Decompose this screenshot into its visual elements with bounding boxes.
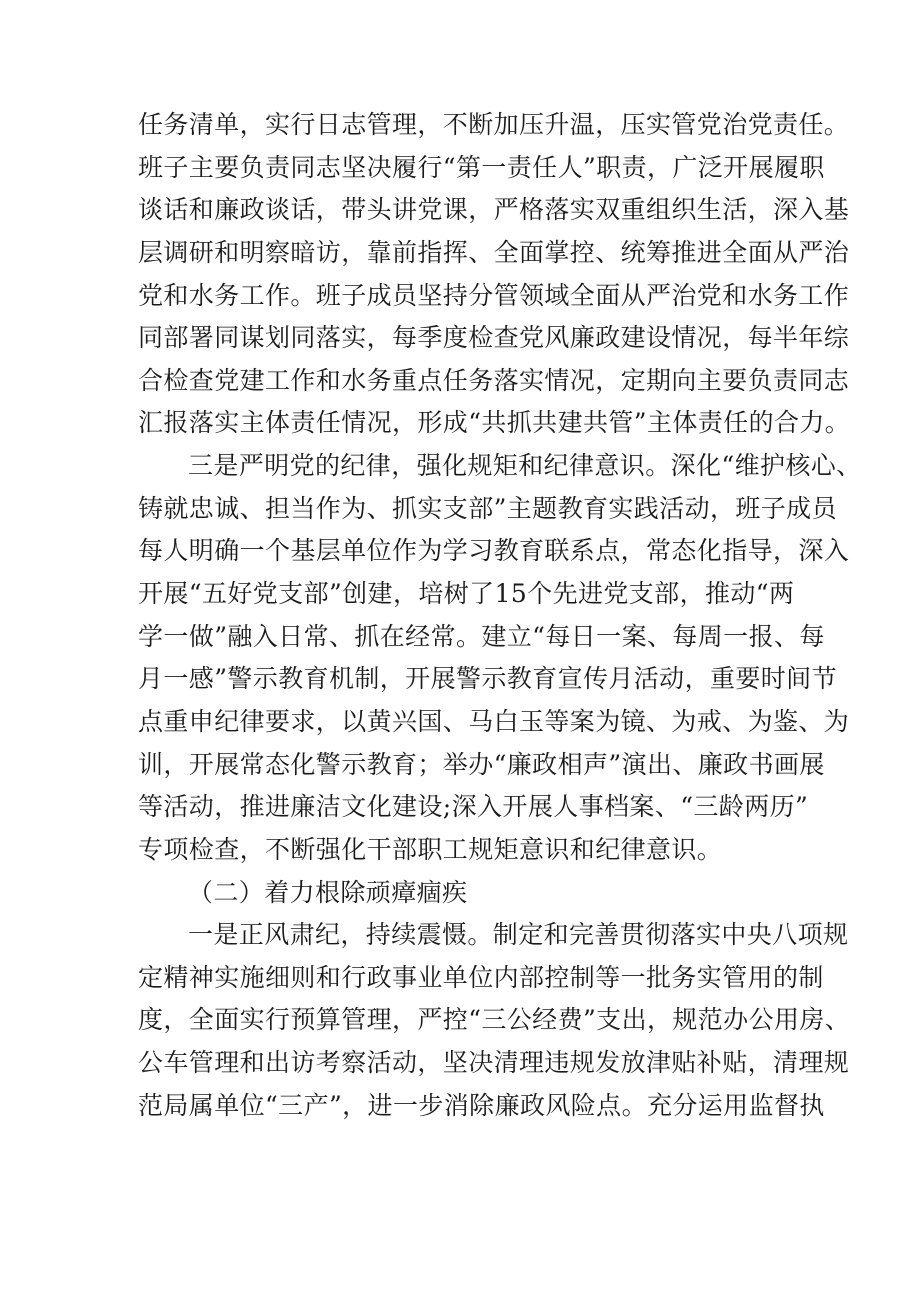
text-line: 铸就忠诚、担当作为、抓实支部”主题教育实践活动，班子成员 [138,493,837,523]
text-line: 开展“五好党支部”创建，培树了15个先进党支部，推动“两 [138,579,795,609]
text-line: 等活动，推进廉洁文化建设;深入开展人事档案、“三龄两历” [138,792,809,822]
text-line: 一是正风肃纪，持续震慑。制定和完善贯彻落实中央八项规 [188,920,849,950]
text-line: 学一做”融入日常、抓在经常。建立“每日一案、每周一报、每 [138,621,825,651]
text-line: 汇报落实主体责任情况，形成“共抓共建共管”主体责任的合力。 [138,408,851,438]
text-line: （二）着力根除顽瘴痼疾 [188,877,468,907]
text-line: 党和水务工作。班子成员坚持分管领域全面从严治党和水务工作 [138,280,850,310]
text-line: 月一感”警示教育机制，开展警示教育宣传月活动，重要时间节 [138,664,837,694]
text-line: 公车管理和出访考察活动，坚决清理违规发放津贴补贴，清理规 [138,1048,850,1078]
text-line: 点重申纪律要求，以黄兴国、马白玉等案为镜、为戒、为鉴、为 [138,706,850,736]
text-line: 度，全面实行预算管理，严控“三公经费”支出，规范办公用房、 [138,1005,851,1035]
text-line: 范局属单位“三产”，进一步消除廉政风险点。充分运用监督执 [138,1090,825,1120]
text-line: 层调研和明察暗访，靠前指挥、全面掌控、统筹推进全面从严治 [138,237,850,267]
text-line: 班子主要负责同志坚决履行“第一责任人”职责，广泛开展履职 [138,152,825,182]
text-line: 三是严明党的纪律，强化规矩和纪律意识。深化“维护核心、 [188,451,862,481]
text-line: 合检查党建工作和水务重点任务落实情况，定期向主要负责同志 [138,365,850,395]
text-line: 专项检查，不断强化干部职工规矩意识和纪律意识。 [138,834,723,864]
text-line: 谈话和廉政谈话，带头讲党课，严格落实双重组织生活，深入基 [138,195,850,225]
text-line: 定精神实施细则和行政事业单位内部控制等一批务实管用的制 [138,962,824,992]
document-body [138,104,862,1127]
text-line: 训，开展常态化警示教育；举办“廉政相声”演出、廉政书画展 [138,749,825,779]
text-line: 同部署同谋划同落实，每季度检查党风廉政建设情况，每半年综 [138,323,850,353]
text-line: 每人明确一个基层单位作为学习教育联系点，常态化指导，深入 [138,536,850,566]
text-line: 任务清单，实行日志管理，不断加压升温，压实管党治党责任。 [138,110,850,139]
